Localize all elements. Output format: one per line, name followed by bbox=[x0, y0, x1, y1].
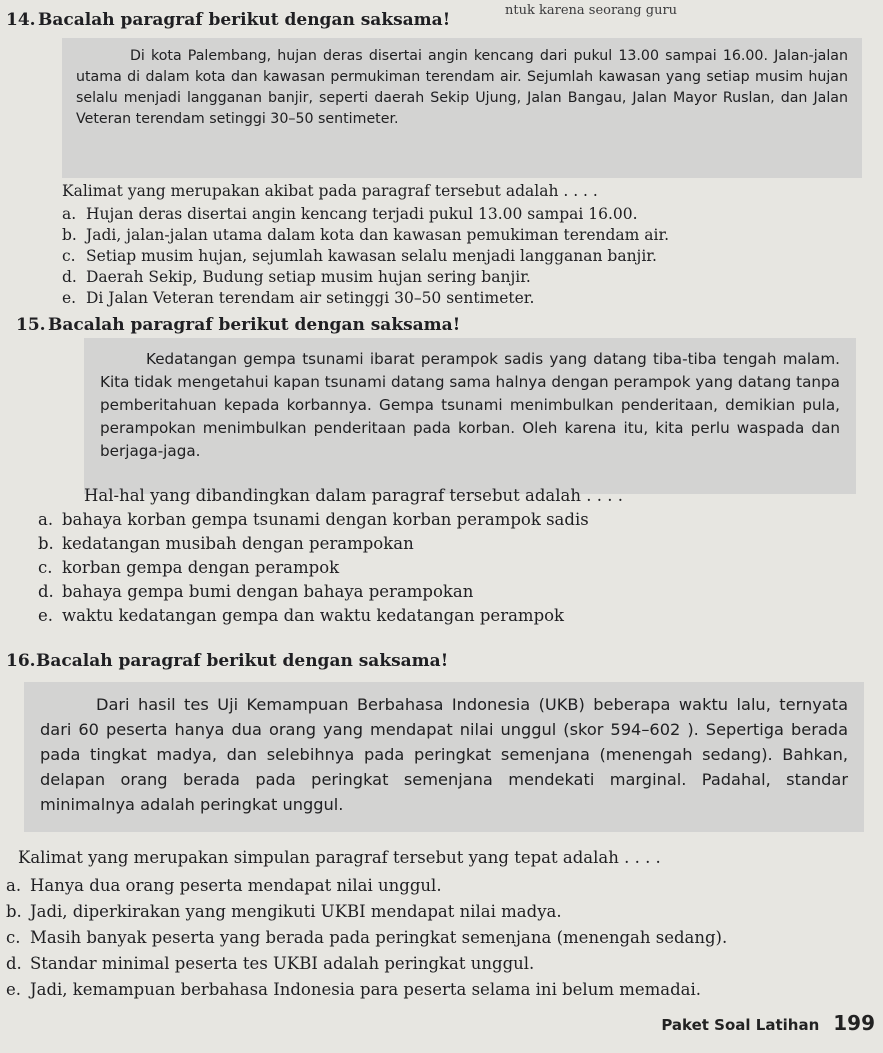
question-16-option-b[interactable]: b. Jadi, diperkirakan yang mengikuti UKBI mendapat nilai madya. bbox=[6, 902, 562, 921]
question-15-passage: Kedatangan gempa tsunami ibarat perampok sadis yang datang tiba-tiba tengah malam. Kita tidak mengetahui kapan tsunami datang sama halnya dengan perampok yang datang tanpa pemberitahuan kepada korbannya. Gempa tsunami menimbulkan penderitaan, demikian pula, perampokan menimbulkan penderitaan pada korban. Oleh karena itu, kita perlu waspada dan berjaga-jaga. bbox=[100, 350, 840, 460]
question-16-number: 16. bbox=[6, 651, 36, 671]
question-15-option-e[interactable]: e. waktu kedatangan gempa dan waktu kedatangan perampok bbox=[38, 606, 565, 625]
question-16-option-e[interactable]: e. Jadi, kemampuan berbahasa Indonesia para peserta selama ini belum memadai. bbox=[6, 980, 702, 999]
question-15-option-d[interactable]: d. bahaya gempa bumi dengan bahaya perampokan bbox=[38, 582, 474, 601]
question-15-passage-box bbox=[84, 338, 856, 494]
question-16-title: Bacalah paragraf berikut dengan saksama! bbox=[36, 651, 449, 671]
question-14-option-d[interactable]: d. Daerah Sekip, Budung setiap musim hujan sering banjir. bbox=[62, 268, 531, 286]
question-15-title: Bacalah paragraf berikut dengan saksama! bbox=[48, 315, 461, 335]
question-14-options bbox=[62, 204, 669, 309]
question-14-option-e[interactable]: e. Di Jalan Veteran terendam air setinggi 30–50 sentimeter. bbox=[62, 289, 535, 307]
question-14-option-c[interactable]: c. Setiap musim hujan, sejumlah kawasan selalu menjadi langganan banjir. bbox=[62, 247, 657, 265]
question-14-number: 14. bbox=[6, 10, 36, 30]
question-15-stem: Hal-hal yang dibandingkan dalam paragraf tersebut adalah . . . . bbox=[84, 486, 623, 505]
question-16-passage-box bbox=[24, 682, 864, 832]
page-number: 199 bbox=[833, 1011, 875, 1035]
question-14-title: Bacalah paragraf berikut dengan saksama! bbox=[38, 10, 451, 30]
question-15-option-a[interactable]: a. bahaya korban gempa tsunami dengan korban perampok sadis bbox=[38, 510, 589, 529]
question-14-passage-box bbox=[62, 38, 862, 178]
question-16-option-a[interactable]: a. Hanya dua orang peserta mendapat nilai unggul. bbox=[6, 876, 442, 895]
question-15-number: 15. bbox=[16, 315, 46, 335]
question-16-option-d[interactable]: d. Standar minimal peserta tes UKBI adalah peringkat unggul. bbox=[6, 954, 535, 973]
question-14-stem: Kalimat yang merupakan akibat pada paragraf tersebut adalah . . . . bbox=[62, 182, 598, 200]
question-14-option-b[interactable]: b. Jadi, jalan-jalan utama dalam kota dan kawasan pemukiman terendam air. bbox=[62, 226, 670, 244]
page-footer bbox=[661, 1011, 875, 1035]
question-16-options bbox=[6, 873, 727, 1003]
question-14-option-a[interactable]: a. Hujan deras disertai angin kencang terjadi pukul 13.00 sampai 16.00. bbox=[62, 205, 638, 223]
cut-off-text-fragment: ntuk karena seorang guru bbox=[505, 3, 678, 18]
question-14-passage: Di kota Palembang, hujan deras disertai angin kencang dari pukul 13.00 sampai 16.00. Jalan-jalan utama di dalam kota dan kawasan permukiman terendam air. Sejumlah kawasan yang setiap musim hujan selalu menjadi langganan banjir, seperti daerah Sekip Ujung, Jalan Bangau, Jalan Mayor Ruslan, dan Jalan Veteran terendam setinggi 30–50 sentimeter. bbox=[76, 48, 848, 127]
question-15-option-b[interactable]: b. kedatangan musibah dengan perampokan bbox=[38, 534, 414, 553]
question-16-stem: Kalimat yang merupakan simpulan paragraf tersebut yang tepat adalah . . . . bbox=[18, 848, 661, 867]
question-15-options bbox=[38, 508, 589, 628]
question-15-option-c[interactable]: c. korban gempa dengan perampok bbox=[38, 558, 340, 577]
question-16-option-c[interactable]: c. Masih banyak peserta yang berada pada peringkat semenjana (menengah sedang). bbox=[6, 928, 728, 947]
footer-label: Paket Soal Latihan bbox=[661, 1016, 820, 1034]
question-16-passage: Dari hasil tes Uji Kemampuan Berbahasa Indonesia (UKB) beberapa waktu lalu, ternyata dari 60 peserta hanya dua orang yang mendapat nilai unggul (skor 594–602 ). Sepertiga berada pada tingkat madya, dan selebihnya pada peringkat semenjana (menengah sedang). Bahkan, delapan orang berada pada peringkat semenjana mendekati marginal. Padahal, standar minimalnya adalah peringkat unggul. bbox=[40, 695, 848, 814]
